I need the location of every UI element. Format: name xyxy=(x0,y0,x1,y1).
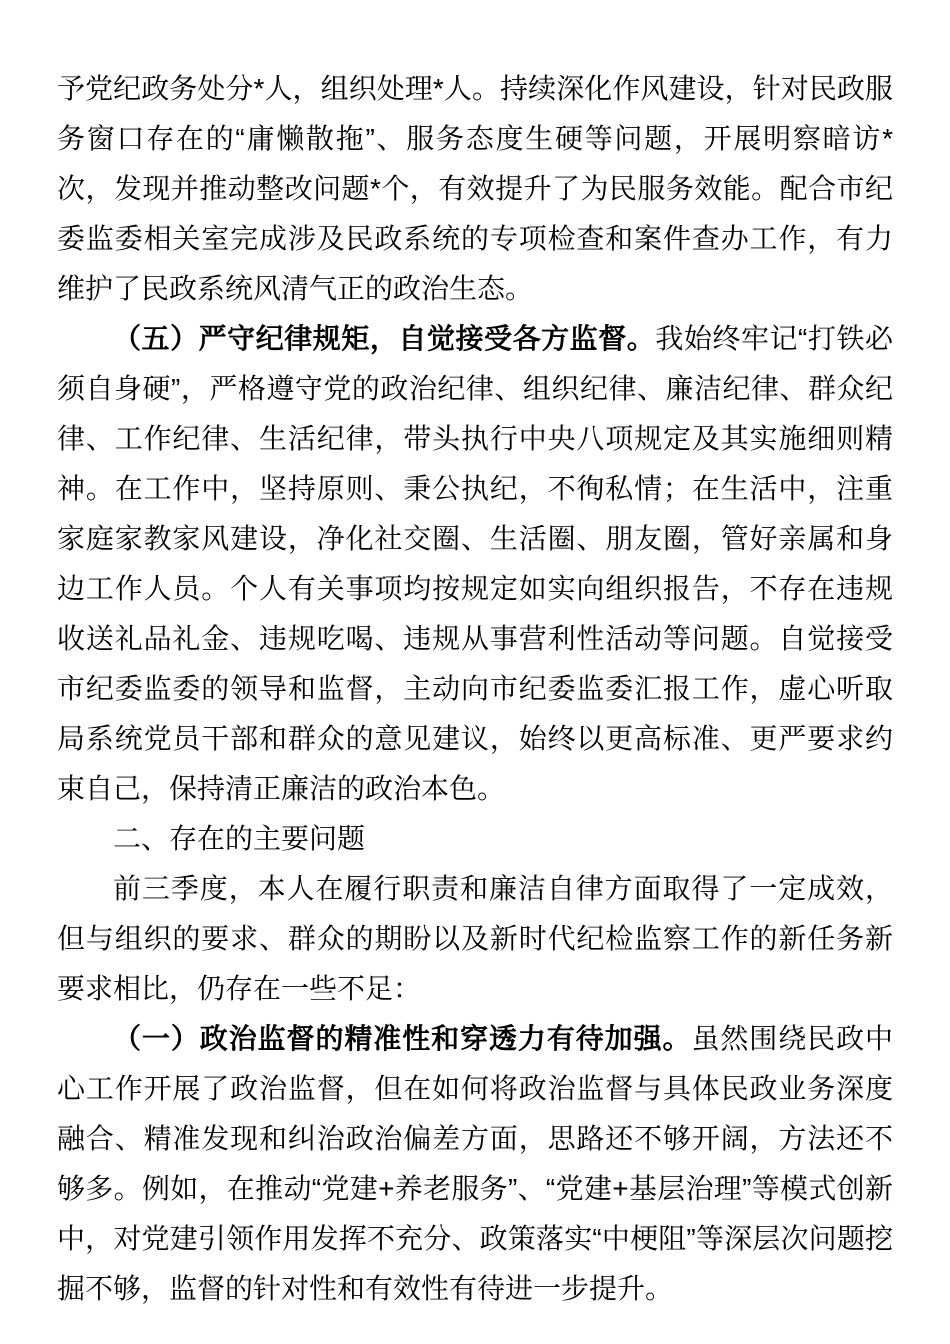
section-5-body: 我始终牢记“打铁必须自身硬”，严格遵守党的政治纪律、组织纪律、廉洁纪律、群众纪律、工作纪律、生活纪律，带头执行中央八项规定及其实施细则精神。在工作中，坚持原则、秉公执纪，不徇私情；在生活中，注重家庭家教家风建设，净化社交圈、生活圈、朋友圈，管好亲属和身边工作人员。个人有关事项均按规定如实向组织报告，不存在违规收送礼品礼金、违规吃喝、违规从事营利性活动等问题。自觉接受市纪委监委的领导和监督，主动向市纪委监委汇报工作，虚心听取局系统党员干部和群众的意见建议，始终以更高标准、更严要求约束自己，保持清正廉洁的政治本色。 xyxy=(57,323,893,804)
paragraph-part-2-intro: 前三季度，本人在履行职责和廉洁自律方面取得了一定成效，但与组织的要求、群众的期盼以及新时代纪检监察工作的新任务新要求相比，仍存在一些不足： xyxy=(57,873,893,1004)
section-5-heading: （五）严守纪律规矩，自觉接受各方监督。 xyxy=(113,323,656,354)
issue-1-body: 虽然围绕民政中心工作开展了政治监督，但在如何将政治监督与具体民政业务深度融合、精准发现和纠治政治偏差方面，思路还不够开阔，方法还不够多。例如，在推动“党建+养老服务”、“党建+基层治理”等模式创新中，对党建引领作用发挥不充分、政策落实“中梗阻”等深层次问题挖掘不够，监督的针对性和有效性有待进一步提升。 xyxy=(57,1023,893,1304)
paragraph-section-5 xyxy=(57,314,893,814)
paragraph-continuation: 予党纪政务处分*人，组织处理*人。持续深化作风建设，针对民政服务窗口存在的“庸懒散拖”、服务态度生硬等问题，开展明察暗访*次，发现并推动整改问题*个，有效提升了为民服务效能。配合市纪委监委相关室完成涉及民政系统的专项检查和案件查办工作，有力维护了民政系统风清气正的政治生态。 xyxy=(57,73,893,304)
paragraph-issue-1 xyxy=(57,1014,893,1314)
issue-1-heading: （一）政治监督的精准性和穿透力有待加强。 xyxy=(113,1023,692,1054)
heading-part-2: 二、存在的主要问题 xyxy=(113,823,366,854)
